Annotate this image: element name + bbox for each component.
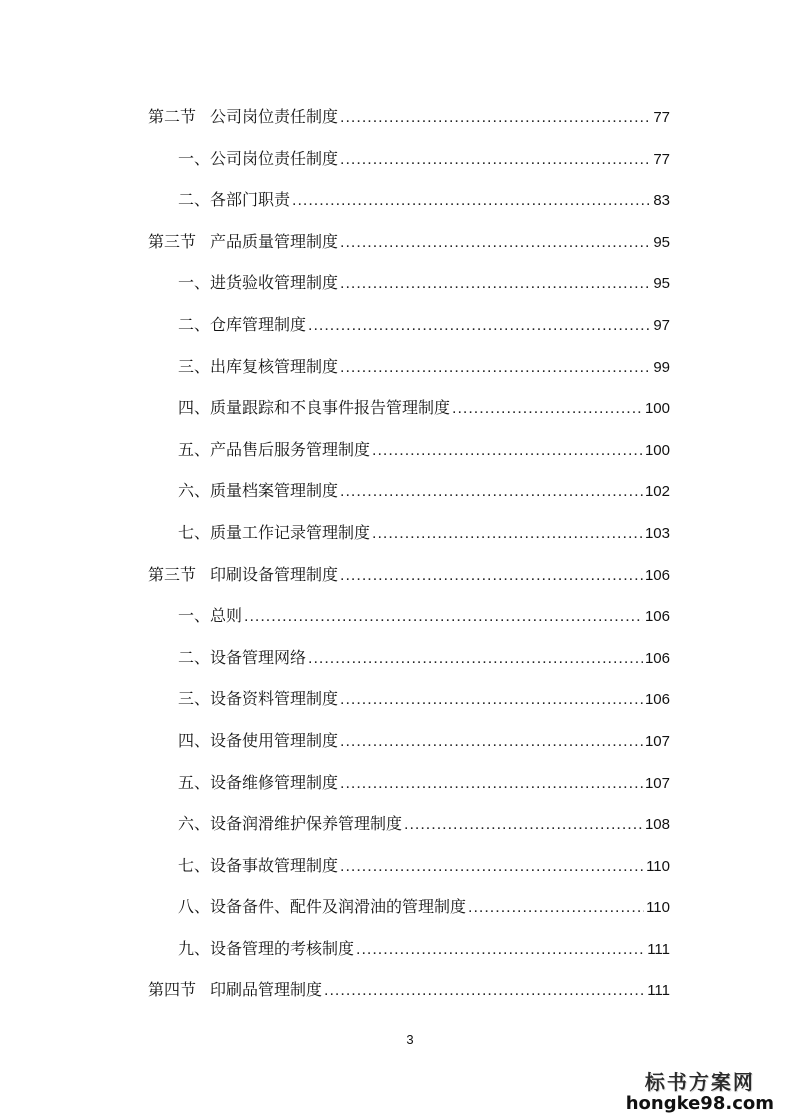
toc-section-entry[interactable] (148, 977, 670, 1019)
toc-leader-dots (340, 234, 651, 252)
toc-page-number: 107 (644, 774, 670, 792)
toc-leader-dots (372, 442, 643, 460)
toc-subsection-entry[interactable] (148, 603, 670, 645)
toc-subsection-entry[interactable] (148, 686, 670, 728)
toc-subsection-entry[interactable] (148, 936, 670, 978)
toc-page-number: 106 (644, 649, 670, 667)
toc-page-number: 110 (646, 899, 670, 917)
toc-entry-title: 八、设备备件、配件及润滑油的管理制度 (178, 897, 467, 917)
toc-page-number: 100 (644, 400, 670, 418)
page-number: 3 (406, 1032, 414, 1047)
toc-subsection-entry[interactable] (148, 478, 670, 520)
toc-page-number: 83 (653, 192, 670, 210)
toc-section-entry[interactable] (148, 229, 670, 271)
toc-entry-title: 三、设备资料管理制度 (178, 689, 339, 709)
toc-subsection-entry[interactable] (148, 770, 670, 812)
toc-entry-title (148, 104, 338, 127)
watermark-cn: 标书方案网 (644, 1070, 755, 1094)
toc-section-title: 印刷设备管理制度 (210, 564, 339, 584)
toc-page-number: 103 (644, 524, 670, 542)
toc-subsection-entry[interactable] (148, 312, 670, 354)
toc-subsection-entry[interactable] (148, 853, 670, 895)
toc-leader-dots (340, 275, 651, 293)
toc-subsection-entry[interactable] (148, 187, 670, 229)
toc-entry-title: 三、出库复核管理制度 (178, 356, 339, 376)
toc-entry-title: 二、各部门职责 (178, 190, 291, 210)
toc-leader-dots (340, 109, 651, 127)
toc-subsection-entry[interactable] (148, 811, 670, 853)
toc-page-number: 100 (644, 441, 670, 459)
toc-section-number: 第二节 (148, 107, 197, 126)
toc-subsection-entry[interactable] (148, 146, 670, 188)
toc-section-entry[interactable] (148, 562, 670, 604)
toc-entry-title: 七、质量工作记录管理制度 (178, 522, 371, 542)
toc-page-number: 97 (653, 316, 670, 334)
toc-page-number: 110 (646, 857, 670, 875)
toc-entry-title: 五、设备维修管理制度 (178, 772, 339, 792)
toc-leader-dots (324, 982, 645, 1000)
toc-page-number: 77 (653, 109, 670, 126)
toc-page-number: 99 (653, 358, 670, 376)
toc-entry-title (148, 229, 338, 252)
toc-leader-dots (340, 691, 643, 709)
toc-subsection-entry[interactable] (148, 437, 670, 479)
toc-subsection-entry[interactable] (148, 270, 670, 312)
toc-entry-title: 七、设备事故管理制度 (178, 855, 339, 875)
toc-entry-title: 四、设备使用管理制度 (178, 730, 339, 750)
toc-leader-dots (244, 608, 643, 626)
toc-leader-dots (340, 483, 643, 501)
toc-page-number: 108 (644, 816, 670, 834)
toc-entry-title: 九、设备管理的考核制度 (178, 938, 355, 958)
watermark-logo (626, 1066, 774, 1114)
toc-page-number: 95 (653, 275, 670, 293)
toc-entry-title: 六、设备润滑维护保养管理制度 (178, 814, 403, 834)
toc-entry-title: 一、进货验收管理制度 (178, 273, 339, 293)
toc-leader-dots (340, 775, 643, 793)
toc-section-number: 第三节 (148, 564, 197, 584)
watermark-en: hongke98.com (625, 1093, 774, 1114)
toc-leader-dots (308, 650, 643, 668)
toc-subsection-entry[interactable] (148, 354, 670, 396)
toc-page-number: 106 (644, 691, 670, 709)
toc-entry-title: 六、质量档案管理制度 (178, 481, 339, 501)
toc-page-number: 77 (653, 150, 670, 168)
toc-leader-dots (372, 525, 643, 543)
toc-leader-dots (340, 151, 651, 169)
toc-entry-title: 四、质量跟踪和不良事件报告管理制度 (178, 398, 451, 418)
toc-subsection-entry[interactable] (148, 645, 670, 687)
toc-leader-dots (308, 317, 651, 335)
toc-leader-dots (340, 359, 651, 377)
toc-page-number: 111 (647, 982, 670, 1000)
table-of-contents (148, 104, 670, 1019)
toc-entry-title: 二、仓库管理制度 (178, 314, 307, 334)
toc-leader-dots (340, 733, 643, 751)
toc-page-number: 106 (644, 608, 670, 626)
toc-leader-dots (340, 858, 644, 876)
toc-leader-dots (404, 816, 643, 834)
toc-subsection-entry[interactable] (148, 728, 670, 770)
toc-entry-title (148, 562, 338, 585)
toc-page-number: 95 (653, 233, 670, 251)
toc-subsection-entry[interactable] (148, 520, 670, 562)
toc-subsection-entry[interactable] (148, 395, 670, 437)
toc-leader-dots (340, 567, 643, 585)
toc-page-number: 106 (644, 566, 670, 584)
toc-entry-title: 一、总则 (178, 606, 243, 626)
toc-page-number: 107 (644, 732, 670, 750)
toc-page-number: 111 (647, 940, 670, 958)
toc-entry-title: 五、产品售后服务管理制度 (178, 439, 371, 459)
toc-entry-title: 二、设备管理网络 (178, 647, 307, 667)
toc-subsection-entry[interactable] (148, 894, 670, 936)
toc-leader-dots (468, 899, 644, 917)
toc-section-title: 公司岗位责任制度 (210, 107, 339, 126)
toc-section-entry[interactable] (148, 104, 670, 146)
toc-leader-dots (452, 400, 643, 418)
toc-section-title: 产品质量管理制度 (210, 231, 339, 251)
toc-section-title: 印刷品管理制度 (210, 980, 323, 1000)
toc-section-number: 第三节 (148, 231, 197, 251)
toc-section-number: 第四节 (148, 980, 197, 1000)
toc-leader-dots (292, 192, 651, 210)
toc-entry-title: 一、公司岗位责任制度 (178, 148, 339, 168)
toc-entry-title (148, 977, 322, 1000)
toc-page-number: 102 (644, 483, 670, 501)
toc-leader-dots (356, 941, 645, 959)
